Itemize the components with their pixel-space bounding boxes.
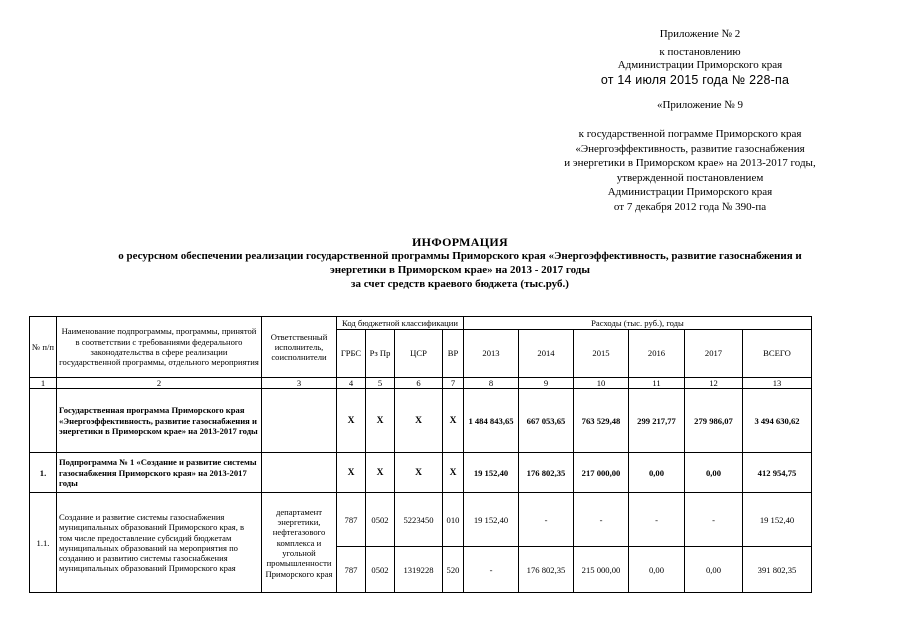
cell-grbs: 787 (337, 493, 366, 547)
col-number: 2 (57, 378, 262, 389)
cell-name: Государственная программа Приморского края «Энергоэффективность, развитие газоснабжения и энергетики в Приморском крае» на 2013-2017 годы (57, 389, 262, 453)
cell-csr: X (395, 389, 443, 453)
cell-2015: 215 000,00 (574, 547, 629, 593)
header-row (30, 317, 812, 330)
cell-vr: 520 (443, 547, 464, 593)
cell-csr: 5223450 (395, 493, 443, 547)
cell-rzpr: X (366, 453, 395, 493)
cell-2014: 176 802,35 (519, 547, 574, 593)
header-grbs: ГРБС (337, 330, 366, 378)
column-number-row (30, 378, 812, 389)
program-reference-line: Администрации Приморского края (607, 186, 773, 199)
header-name: Наименование подпрограммы, программы, принятой в соответствии с требованиями федерального законодательства в сфере реализации государственной программы, отдельного мероприятия (57, 317, 262, 378)
title-heading: ИНФОРМАЦИЯ (412, 235, 508, 249)
cell-2017: - (685, 493, 743, 547)
header-budget-code: Код бюджетной классификации (337, 317, 464, 330)
cell-2014: 176 802,35 (519, 453, 574, 493)
cell-2017: 279 986,07 (685, 389, 743, 453)
cell-grbs: X (337, 453, 366, 493)
col-number: 8 (464, 378, 519, 389)
program-reference (520, 127, 860, 215)
header-2014: 2014 (519, 330, 574, 378)
cell-executor (262, 453, 337, 493)
cell-grbs: X (337, 389, 366, 453)
header-2017: 2017 (685, 330, 743, 378)
cell-2013: 19 152,40 (464, 453, 519, 493)
cell-rzpr: 0502 (366, 547, 395, 593)
to-resolution-label: к постановлению (659, 46, 741, 58)
col-number: 1 (30, 378, 57, 389)
cell-2016: 0,00 (629, 547, 685, 593)
title-line: за счет средств краевого бюджета (тыс.руб.) (351, 278, 569, 290)
program-reference-line: «Энергоэффективность, развитие газоснабжения (575, 142, 805, 155)
cell-total: 3 494 630,62 (743, 389, 812, 453)
program-reference-line: утвержденной постановлением (616, 171, 764, 184)
table-row-item-1-1a (30, 493, 812, 547)
cell-total: 19 152,40 (743, 493, 812, 547)
col-number: 10 (574, 378, 629, 389)
resource-table (29, 316, 812, 593)
col-number: 11 (629, 378, 685, 389)
cell-2016: - (629, 493, 685, 547)
cell-vr: X (443, 453, 464, 493)
header-num: № п/п (30, 317, 57, 378)
cell-2013: 19 152,40 (464, 493, 519, 547)
cell-total: 391 802,35 (743, 547, 812, 593)
col-number: 9 (519, 378, 574, 389)
cell-executor (262, 389, 337, 453)
cell-2016: 0,00 (629, 453, 685, 493)
cell-rzpr: 0502 (366, 493, 395, 547)
cell-name: Создание и развитие системы газоснабжения муниципальных образований Приморского края, в том числе предоставление субсидий бюджетам муниципальных образований на мероприятия по созданию и развитию системы газоснабжения муниципальных образований Приморского края (57, 493, 262, 593)
cell-2015: - (574, 493, 629, 547)
header-2013: 2013 (464, 330, 519, 378)
cell-2013: 1 484 843,65 (464, 389, 519, 453)
col-number: 3 (262, 378, 337, 389)
cell-num: 1.1. (30, 493, 57, 593)
col-number: 5 (366, 378, 395, 389)
cell-2014: - (519, 493, 574, 547)
cell-csr: X (395, 453, 443, 493)
col-number: 12 (685, 378, 743, 389)
cell-2014: 667 053,65 (519, 389, 574, 453)
header-2016: 2016 (629, 330, 685, 378)
cell-name: Подпрограмма № 1 «Создание и развитие системы газоснабжения Приморского края» на 2013-2017 годы (57, 453, 262, 493)
document-title (30, 235, 890, 291)
cell-num (30, 389, 57, 453)
header-rzpr: Рз Пр (366, 330, 395, 378)
header-executor: Ответственный исполнитель, соисполнители (262, 317, 337, 378)
appendix-9-label: «Приложение № 9 (656, 99, 744, 111)
cell-2017: 0,00 (685, 547, 743, 593)
cell-executor: департамент энергетики, нефтегазового комплекса и угольной промышленности Приморского края (262, 493, 337, 593)
title-line: о ресурсном обеспечении реализации государственной программы Приморского края «Энергоэффективность, развитие газоснабжения и (118, 250, 802, 262)
cell-vr: X (443, 389, 464, 453)
cell-total: 412 954,75 (743, 453, 812, 493)
col-number: 7 (443, 378, 464, 389)
resolution-date: от 14 июля 2015 года № 228-па (600, 73, 790, 87)
col-number: 13 (743, 378, 812, 389)
col-number: 4 (337, 378, 366, 389)
program-reference-line: от 7 декабря 2012 года № 390-па (613, 200, 767, 213)
header-csr: ЦСР (395, 330, 443, 378)
appendix-2-label: Приложение № 2 (659, 28, 741, 40)
cell-2015: 763 529,48 (574, 389, 629, 453)
table-row-subprogram-1 (30, 453, 812, 493)
header-vr: ВР (443, 330, 464, 378)
cell-2017: 0,00 (685, 453, 743, 493)
administration-label: Администрации Приморского края (617, 59, 783, 71)
program-reference-line: к государственной пограмме Приморского края (578, 128, 802, 140)
program-reference-line: и энергетики в Приморском крае» на 2013-2017 годы, (564, 157, 816, 170)
cell-grbs: 787 (337, 547, 366, 593)
cell-vr: 010 (443, 493, 464, 547)
title-line: энергетики в Приморском крае» на 2013 - 2017 годы (330, 264, 590, 276)
table-row-program (30, 389, 812, 453)
cell-csr: 1319228 (395, 547, 443, 593)
header-2015: 2015 (574, 330, 629, 378)
col-number: 6 (395, 378, 443, 389)
cell-2015: 217 000,00 (574, 453, 629, 493)
cell-2013: - (464, 547, 519, 593)
cell-num: 1. (30, 453, 57, 493)
header-expenses: Расходы (тыс. руб.), годы (464, 317, 812, 330)
cell-rzpr: X (366, 389, 395, 453)
cell-2016: 299 217,77 (629, 389, 685, 453)
header-total: ВСЕГО (743, 330, 812, 378)
